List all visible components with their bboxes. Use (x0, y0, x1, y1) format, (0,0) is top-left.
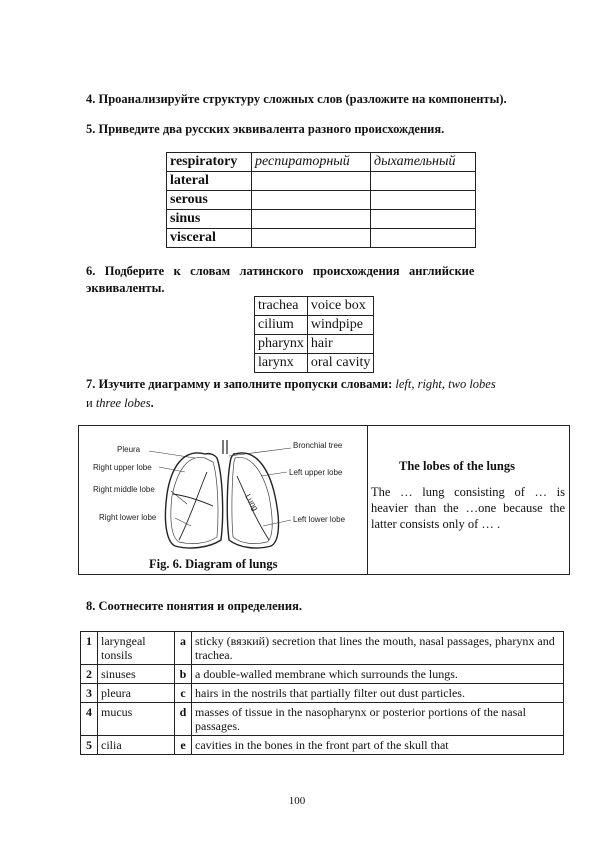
lungs-diagram (87, 436, 363, 561)
row-letter-cell: e (175, 736, 192, 755)
leader-left-upper (261, 472, 287, 476)
english-word-cell: windpipe (307, 316, 373, 335)
matching-table (254, 296, 374, 373)
right-oblique-fissure (179, 472, 207, 540)
equivalent-1-cell (252, 210, 371, 229)
row-number-cell: 3 (81, 684, 98, 703)
latin-word-cell: larynx (255, 354, 308, 373)
equivalent-1-cell: респираторный (252, 153, 371, 172)
task-6-heading-line2: эквиваленты. (86, 281, 165, 295)
definition-row (81, 703, 564, 736)
latin-term-cell: visceral (167, 229, 252, 248)
figure-caption: Fig. 6. Diagram of lungs (149, 557, 278, 571)
equivalent-2-cell (371, 210, 476, 229)
row-number-cell: 5 (81, 736, 98, 755)
task-7-prefix: 7. Изучите диаграмму и заполните пропуски словами: (86, 377, 393, 391)
task-7-and: и (86, 396, 93, 410)
definition-row (81, 632, 564, 665)
latin-term-cell: respiratory (167, 153, 252, 172)
lungs-figure-box (78, 425, 570, 575)
definition-row (81, 736, 564, 755)
figure-divider (367, 426, 368, 574)
row-letter-cell: c (175, 684, 192, 703)
definition-row (81, 684, 564, 703)
equivalent-2-cell (371, 229, 476, 248)
side-text: The … lung consisting of … is heavier than the …one because the latter consists only of … . (371, 485, 565, 531)
task-6-heading-line1: 6. Подберите к словам латинского происхождения английские (86, 264, 475, 278)
row-number-cell: 2 (81, 665, 98, 684)
page-number: 100 (288, 795, 306, 807)
label-right-upper-lobe: Right upper lobe (93, 463, 152, 472)
equivalent-1-cell (252, 172, 371, 191)
label-bronchial-tree: Bronchial tree (293, 441, 343, 450)
latin-term-cell: serous (167, 191, 252, 210)
right-horizontal-fissure (173, 494, 213, 506)
english-word-cell: oral cavity (307, 354, 373, 373)
latin-word-cell: cilium (255, 316, 308, 335)
concept-cell: pleura (98, 684, 175, 703)
matching-row (255, 335, 374, 354)
task-5-heading: 5. Приведите два русских эквивалента разного происхождения. (86, 122, 445, 136)
trachea-shape (223, 440, 227, 454)
task-4-heading: 4. Проанализируйте структуру сложных слов (разложите на компоненты). (86, 92, 507, 106)
task-8-heading: 8. Соотнесите понятия и определения. (86, 599, 302, 613)
row-letter-cell: d (175, 703, 192, 736)
concept-cell: laryngeal tonsils (98, 632, 175, 665)
row-number-cell: 4 (81, 703, 98, 736)
equivalent-2-cell (371, 172, 476, 191)
definitions-table (80, 631, 564, 755)
equivalent-1-cell (252, 229, 371, 248)
translation-table (166, 152, 476, 248)
label-right-middle-lobe: Right middle lobe (93, 485, 155, 494)
definition-cell: hairs in the nostrils that partially filter out dust particles. (192, 684, 564, 703)
label-pleura: Pleura (117, 445, 141, 454)
label-left-upper-lobe: Left upper lobe (289, 468, 343, 477)
task-7-line2 (86, 396, 154, 411)
definition-cell: a double-walled membrane which surrounds the lungs. (192, 665, 564, 684)
equivalent-2-cell: дыхательный (371, 153, 476, 172)
translation-row (167, 153, 476, 172)
task-7-words2: three lobes (95, 396, 151, 410)
label-left-lower-lobe: Left lower lobe (293, 515, 346, 524)
task-7-period: . (150, 396, 154, 410)
english-word-cell: hair (307, 335, 373, 354)
leader-bronchial-tree (229, 448, 291, 456)
equivalent-1-cell (252, 191, 371, 210)
latin-term-cell: lateral (167, 172, 252, 191)
definition-row (81, 665, 564, 684)
definition-cell: masses of tissue in the nasopharynx or posterior portions of the nasal passages. (192, 703, 564, 736)
matching-row (255, 354, 374, 373)
row-letter-cell: a (175, 632, 192, 665)
row-letter-cell: b (175, 665, 192, 684)
task-7-words: left, right, two lobes (395, 377, 496, 391)
label-right-lower-lobe: Right lower lobe (99, 513, 157, 522)
matching-row (255, 316, 374, 335)
concept-cell: sinuses (98, 665, 175, 684)
translation-row (167, 210, 476, 229)
leader-right-middle (171, 491, 187, 504)
translation-row (167, 229, 476, 248)
label-lung: Lung (243, 492, 260, 513)
task-7-heading (86, 377, 564, 392)
english-word-cell: voice box (307, 297, 373, 316)
definition-cell: sticky (вязкий) secretion that lines the mouth, nasal passages, pharynx and trachea. (192, 632, 564, 665)
latin-term-cell: sinus (167, 210, 252, 229)
latin-word-cell: pharynx (255, 335, 308, 354)
translation-row (167, 172, 476, 191)
translation-row (167, 191, 476, 210)
concept-cell: cilia (98, 736, 175, 755)
concept-cell: mucus (98, 703, 175, 736)
side-title: The lobes of the lungs (399, 459, 515, 473)
matching-row (255, 297, 374, 316)
leader-left-lower (263, 520, 291, 526)
latin-word-cell: trachea (255, 297, 308, 316)
row-number-cell: 1 (81, 632, 98, 665)
equivalent-2-cell (371, 191, 476, 210)
leader-right-upper (159, 467, 185, 472)
definition-cell: cavities in the bones in the front part of the skull that (192, 736, 564, 755)
